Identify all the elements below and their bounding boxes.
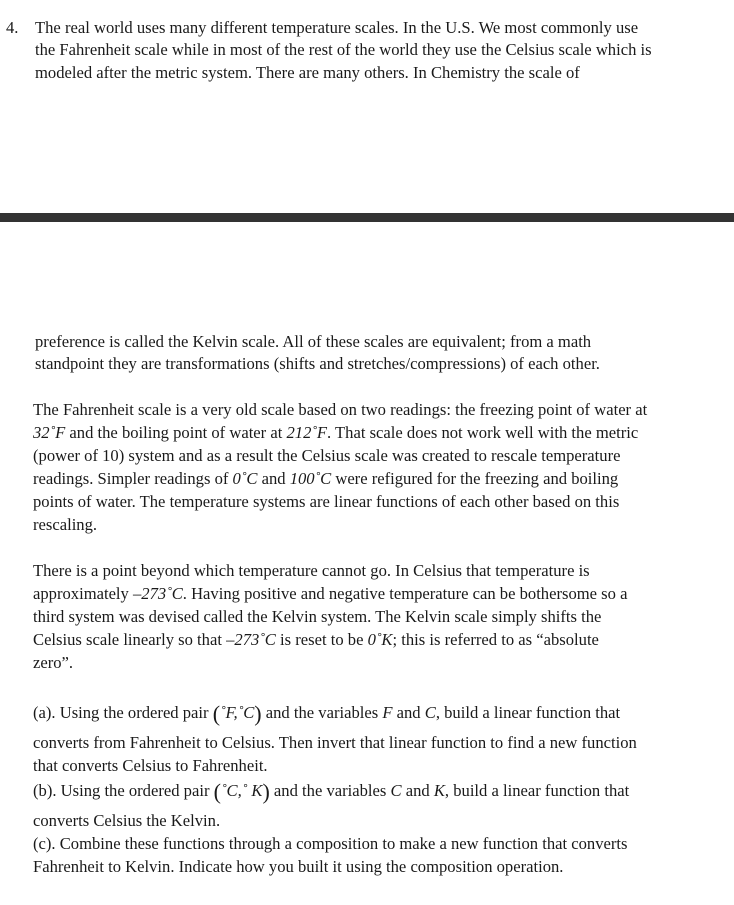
paragraph-line: Celsius scale linearly so that –273˚C is reset to be 0˚K; this is referred to as “absolute [33,630,599,649]
part-a-line: (a). Using the ordered pair (˚F,˚C) and the variables F and C, build a linear function that [33,701,621,726]
paragraph-line: points of water. The temperature systems are linear functions of each other based on this [33,492,620,511]
math-0c: 0˚C [232,469,258,488]
paragraph-line: zero”. [33,653,74,672]
math-100c: 100˚C [289,469,332,488]
paragraph-line: The Fahrenheit scale is a very old scale based on two readings: the freezing point of water at [33,400,648,419]
part-b-line: (b). Using the ordered pair (˚C,˚ K) and the variables C and K, build a linear function that [33,779,630,804]
part-a-line: converts from Fahrenheit to Celsius. Then invert that linear function to find a new function [33,733,637,752]
math-0k: 0˚K [367,630,393,649]
ordered-pair-ck: ˚C,˚ K [220,781,263,800]
part-c-line: (c). Combine these functions through a composition to make a new function that converts [33,834,628,853]
intro-line: The real world uses many different temperature scales. In the U.S. We most commonly use [35,18,639,37]
page-divider [0,213,734,222]
math-212f: 212˚F [286,423,328,442]
paragraph-line: rescaling. [33,515,98,534]
paragraph-line: 32˚F and the boiling point of water at 212˚F. That scale does not work well with the metric [33,423,639,442]
math-neg273c: –273˚C [226,630,276,649]
math-32f: 32˚F [33,423,66,442]
paragraph-line: There is a point beyond which temperature cannot go. In Celsius that temperature is [33,561,590,580]
paragraph-line: (power of 10) system and as a result the Celsius scale was created to rescale temperature [33,446,621,465]
paragraph-line: readings. Simpler readings of 0˚C and 100˚C were refigured for the freezing and boiling [33,469,619,488]
ordered-pair-fc: ˚F,˚C [220,703,255,722]
intro-line: preference is called the Kelvin scale. All of these scales are equivalent; from a math [35,332,592,351]
intro-line: modeled after the metric system. There are many others. In Chemistry the scale of [35,63,580,82]
intro-line: the Fahrenheit scale while in most of the rest of the world they use the Celsius scale which is [35,40,652,59]
intro-line: standpoint they are transformations (shifts and stretches/compressions) of each other. [35,354,600,373]
problem-number: 4. [6,18,19,37]
part-a-line: that converts Celsius to Fahrenheit. [33,756,268,775]
paragraph-line: third system was devised called the Kelvin system. The Kelvin scale simply shifts the [33,607,602,626]
math-neg273c: –273˚C [133,584,183,603]
part-b-line: converts Celsius the Kelvin. [33,811,221,830]
paragraph-line: approximately –273˚C. Having positive and negative temperature can be bothersome so a [33,584,628,603]
part-c-line: Fahrenheit to Kelvin. Indicate how you built it using the composition operation. [33,857,564,876]
